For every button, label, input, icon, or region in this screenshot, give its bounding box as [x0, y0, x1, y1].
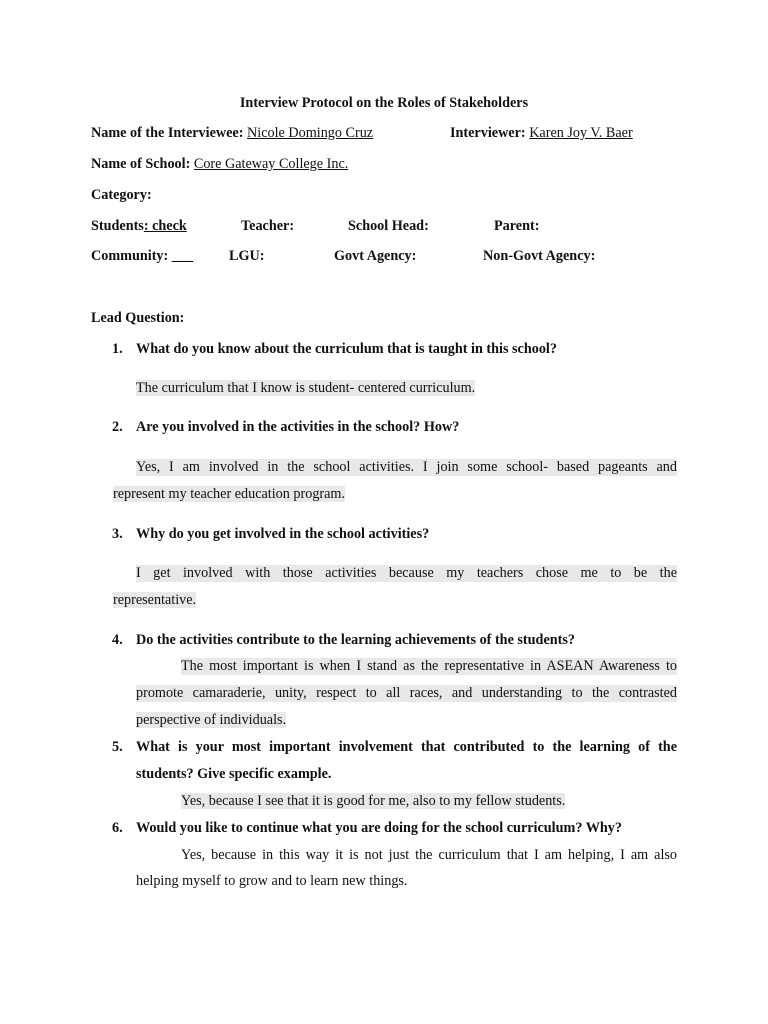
category-label: Category:	[91, 187, 152, 203]
school-row	[91, 156, 348, 173]
question-3: Why do you get involved in the school activities?	[136, 526, 430, 542]
question-number: 6.	[112, 820, 123, 836]
lead-question-label: Lead Question:	[91, 310, 185, 326]
interviewee-row	[91, 125, 373, 142]
document-title: Interview Protocol on the Roles of Stakeholders	[239, 95, 529, 111]
nongovt-agency-label: Non-Govt Agency:	[483, 248, 596, 264]
question-2: Are you involved in the activities in the school? How?	[136, 419, 460, 435]
interviewer-label: Interviewer:	[450, 125, 526, 141]
question-1: What do you know about the curriculum that is taught in this school?	[136, 341, 557, 357]
question-6: Would you like to continue what you are doing for the school curriculum? Why?	[136, 820, 622, 836]
students-label: Students	[91, 218, 144, 234]
govt-agency-label: Govt Agency:	[334, 248, 417, 264]
lgu-label: LGU:	[229, 248, 265, 264]
answer-1-line-1: The curriculum that I know is student- centered curriculum.	[136, 380, 476, 396]
community-label: Community:	[91, 248, 169, 264]
question-number: 3.	[112, 526, 123, 542]
question-number: 4.	[112, 632, 123, 648]
question-number: 1.	[112, 341, 123, 357]
answer-2-line-2: represent my teacher education program.	[113, 486, 346, 502]
question-4: Do the activities contribute to the learning achievements of the students?	[136, 632, 575, 648]
interviewee-value: Nicole Domingo Cruz	[247, 125, 374, 141]
interviewee-label: Name of the Interviewee:	[91, 125, 244, 141]
community-value: ___	[171, 248, 194, 264]
school-head-label: School Head:	[348, 218, 429, 234]
answer-4-line-2: promote camaraderie, unity, respect to all races, and understanding to the contrasted	[136, 685, 677, 701]
students-value: : check	[143, 218, 187, 234]
question-number: 2.	[112, 419, 123, 435]
answer-3-line-1: I get involved with those activities because my teachers chose me to be the	[136, 565, 677, 581]
answer-6-line-2: helping myself to grow and to learn new things.	[136, 873, 408, 889]
teacher-label: Teacher:	[241, 218, 295, 234]
school-label: Name of School:	[91, 156, 191, 172]
answer-6-line-1: Yes, because in this way it is not just the curriculum that I am helping, I am also	[181, 847, 677, 863]
question-number: 5.	[112, 739, 123, 755]
community-field	[91, 248, 193, 265]
answer-3-line-2: representative.	[113, 592, 197, 608]
answer-4-line-1: The most important is when I stand as the representative in ASEAN Awareness to	[181, 658, 677, 674]
interviewer-row	[450, 125, 633, 142]
answer-5-line-1: Yes, because I see that it is good for me, also to my fellow students.	[181, 793, 566, 809]
school-value: Core Gateway College Inc.	[193, 156, 349, 172]
question-5-line-2: students? Give specific example.	[136, 766, 332, 782]
students-field	[91, 218, 187, 235]
answer-2-line-1: Yes, I am involved in the school activities. I join some school- based pageants and	[136, 459, 677, 475]
parent-label: Parent:	[494, 218, 540, 234]
answer-4-line-3: perspective of individuals.	[136, 712, 287, 728]
interviewer-value: Karen Joy V. Baer	[529, 125, 633, 141]
question-5-line-1: What is your most important involvement that contributed to the learning of the	[136, 739, 677, 755]
